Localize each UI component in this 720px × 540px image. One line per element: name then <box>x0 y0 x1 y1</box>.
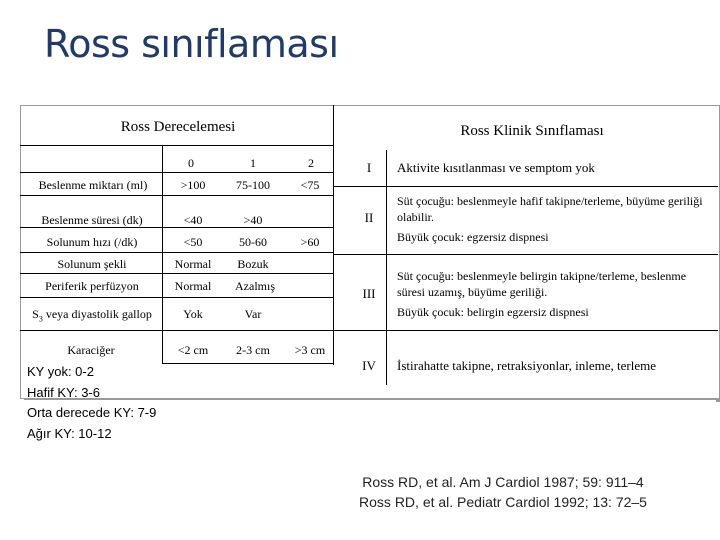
class-description: Süt çocuğu: beslenmeyle belirgin takipne/terleme, beslenme süresi uzamış, büyüme geriliği. <box>397 269 687 299</box>
right-table-heading: Ross Klinik Sınıflaması <box>460 123 604 139</box>
class-numeral: I <box>366 160 372 175</box>
class-description: Büyük çocuk: belirgin egzersiz dispnesi <box>397 305 589 319</box>
class-numeral: III <box>362 286 376 301</box>
slide-title: Ross sınıflaması <box>44 22 339 66</box>
table-cell: >60 <box>300 235 320 249</box>
left-row-divider <box>20 330 334 331</box>
column-header: 0 <box>188 156 194 170</box>
class-description: İstirahatte takipne, retraksiyonlar, inleme, terleme <box>397 358 657 373</box>
table-cell: >40 <box>243 213 263 227</box>
left-table-heading: Ross Derecelemesi <box>120 119 236 135</box>
left-table-right-border <box>333 105 334 365</box>
left-row-divider <box>20 297 334 298</box>
citation: Ross RD, et al. Am J Cardiol 1987; 59: 911–4 <box>362 474 644 490</box>
right-row-divider <box>334 254 718 255</box>
table-cell: >3 cm <box>294 343 326 357</box>
left-row-divider <box>20 227 334 228</box>
row-label: Beslenme süresi (dk) <box>41 213 143 227</box>
table-cell: Yok <box>183 307 203 321</box>
s3-subscript: 3 <box>38 314 43 324</box>
class-numeral: II <box>364 210 374 225</box>
s3-prefix: S <box>32 307 39 321</box>
row-label: Beslenme miktarı (ml) <box>38 178 148 192</box>
left-row-divider <box>20 252 334 253</box>
ky-legend-item: KY yok: 0-2 <box>27 364 94 379</box>
table-cell: Normal <box>174 257 212 271</box>
class-description: Aktivite kısıtlanması ve semptom yok <box>397 160 595 175</box>
table-cell: Normal <box>174 279 212 293</box>
table-cell: 50-60 <box>239 235 267 249</box>
table-cell: <40 <box>183 213 203 227</box>
table-cell: >100 <box>180 178 206 192</box>
left-row-divider <box>20 195 334 196</box>
left-heading-divider <box>20 145 334 146</box>
table-cell: Azalmış <box>235 279 275 293</box>
table-cell: <75 <box>300 178 320 192</box>
ky-legend-item: Hafif KY: 3-6 <box>27 385 100 400</box>
ky-legend-item: Ağır KY: 10-12 <box>27 426 112 441</box>
table-cell: 2-3 cm <box>236 343 270 357</box>
right-row-divider <box>334 186 718 187</box>
ky-legend-item: Orta derecede KY: 7-9 <box>27 405 157 420</box>
left-row-divider <box>20 273 334 274</box>
citation: Ross RD, et al. Pediatr Cardiol 1992; 13: 72–5 <box>359 494 647 510</box>
row-label-s3-gallop <box>32 308 152 323</box>
s3-suffix: veya diyastolik gallop <box>42 307 152 321</box>
class-description: Büyük çocuk: egzersiz dispnesi <box>397 230 549 244</box>
table-cell: Var <box>244 307 262 321</box>
table-cell: <50 <box>183 235 203 249</box>
right-row-divider <box>334 330 718 331</box>
column-header: 1 <box>250 156 256 170</box>
row-label: Solunum hızı (/dk) <box>46 235 138 249</box>
class-numeral: IV <box>362 358 376 373</box>
table-cell: 75-100 <box>236 178 270 192</box>
table-cell: Bozuk <box>237 257 269 271</box>
row-label: Solunum şekli <box>57 257 127 271</box>
table-cell: <2 cm <box>177 343 209 357</box>
left-header-row-divider <box>20 172 334 173</box>
left-bottom-rule <box>162 363 334 364</box>
class-description: Süt çocuğu: beslenmeyle hafif takipne/terleme, büyüme geriliği olabilir. <box>397 194 703 224</box>
column-header: 2 <box>308 156 314 170</box>
row-label: Periferik perfüzyon <box>45 279 139 293</box>
row-label: Karaciğer <box>67 343 115 357</box>
